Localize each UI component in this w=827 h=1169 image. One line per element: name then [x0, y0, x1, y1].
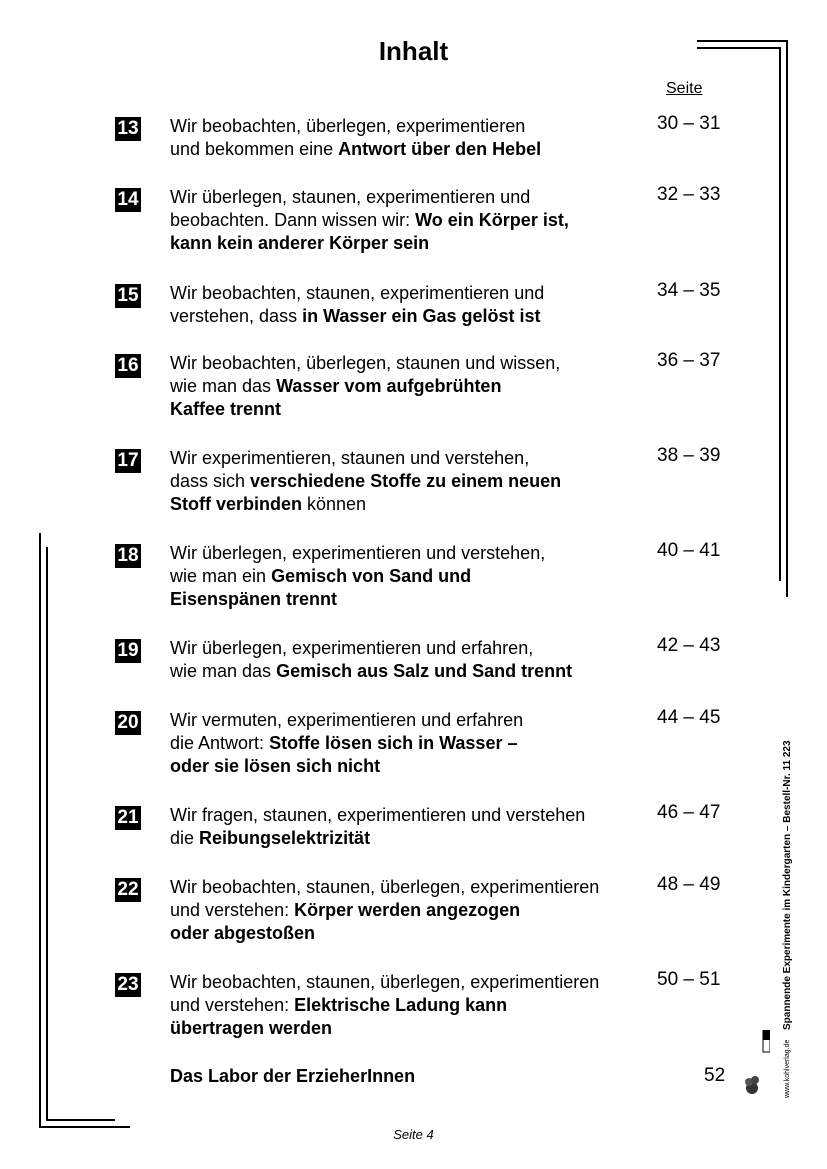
toc-entry-text — [170, 447, 650, 516]
toc-entry-bold-text: oder abgestoßen — [170, 923, 316, 943]
toc-entry-bold-text: Wo ein Körper ist, — [415, 210, 569, 230]
toc-entry-line — [170, 493, 650, 516]
toc-entry-bold-text: übertragen werden — [170, 1018, 333, 1038]
toc-entry-plain-text: die Antwort: — [170, 733, 270, 753]
toc-entry-line — [170, 282, 650, 305]
toc-entry-bold-text: Stoff verbinden — [170, 494, 303, 514]
toc-entry-bold-text: Elektrische Ladung kann — [294, 995, 508, 1015]
toc-entry-plain-text: Wir beobachten, überlegen, staunen und wissen, — [170, 353, 561, 373]
page-title: Inhalt — [378, 36, 449, 66]
toc-entry-bold-text: Eisenspänen trennt — [170, 589, 338, 609]
frame-top-right-outer-v — [786, 40, 788, 597]
toc-entry-pages: 32 – 33 — [657, 184, 721, 205]
toc-entry-plain-text: verstehen, dass — [170, 306, 303, 326]
toc-entry-plain-text: Wir beobachten, überlegen, experimentieren — [170, 116, 526, 136]
toc-entry-line — [170, 899, 650, 922]
toc-entry-plain-text: wie man das — [170, 376, 277, 396]
toc-entry-plain-text: Wir überlegen, experimentieren und erfahren, — [170, 638, 534, 658]
toc-entry-plain-text: wie man ein — [170, 566, 272, 586]
toc-entry-plain-text: Wir vermuten, experimentieren und erfahren — [170, 710, 524, 730]
toc-entry-line — [170, 138, 650, 161]
toc-entry-line — [170, 232, 650, 255]
toc-entry-text — [170, 542, 650, 611]
toc-entry-bold-text: Gemisch von Sand und — [271, 566, 472, 586]
toc-entry-number: 16 — [115, 354, 141, 378]
toc-entry-plain-text: können — [302, 494, 367, 514]
toc-entry-line — [170, 804, 650, 827]
toc-entry-line — [170, 827, 650, 850]
toc-entry-plain-text: Wir fragen, staunen, experimentieren und verstehen — [170, 805, 586, 825]
toc-entry-bold-text: Wasser vom aufgebrühten — [276, 376, 502, 396]
toc-entry-line — [170, 209, 650, 232]
toc-entry-plain-text: die — [170, 828, 200, 848]
toc-entry-bold-text: Stoffe lösen sich in Wasser – — [269, 733, 518, 753]
toc-entry-plain-text: beobachten. Dann wissen wir: — [170, 210, 416, 230]
publisher-url: www.kohlverlag.de — [784, 1039, 791, 1098]
toc-entry-number: 14 — [115, 188, 141, 212]
toc-entry-pages: 46 – 47 — [657, 802, 721, 823]
toc-entry-pages: 34 – 35 — [657, 280, 721, 301]
toc-entry-line — [170, 660, 650, 683]
frame-bottom-left-inner-h — [46, 1119, 115, 1121]
publisher-side-text: Spannende Experimente im Kindergarten – Bestell-Nr. 11 223 — [782, 740, 793, 1030]
toc-entry-bold-text: oder sie lösen sich nicht — [170, 756, 381, 776]
toc-entry-pages: 52 — [704, 1065, 726, 1086]
toc-entry-line — [170, 971, 650, 994]
toc-entry-text — [170, 709, 650, 778]
toc-entry-line — [170, 398, 650, 421]
toc-entry-text: Das Labor der ErzieherInnen — [170, 1066, 416, 1086]
toc-entry-pages: 40 – 41 — [657, 540, 721, 561]
toc-entry-number: 13 — [115, 117, 141, 141]
toc-entry-bold-text: Reibungselektrizität — [199, 828, 371, 848]
toc-entry-plain-text: wie man das — [170, 661, 277, 681]
toc-entry-plain-text: und verstehen: — [170, 900, 295, 920]
toc-entry-number: 17 — [115, 449, 141, 473]
toc-entry-line — [170, 565, 650, 588]
toc-entry-line — [170, 709, 650, 732]
toc-entry-number: 15 — [115, 284, 141, 308]
toc-entry-pages: 30 – 31 — [657, 113, 721, 134]
toc-entry-plain-text: Wir beobachten, staunen, überlegen, experimentieren — [170, 877, 600, 897]
toc-entry-pages: 50 – 51 — [657, 969, 721, 990]
toc-entry-text — [170, 637, 650, 683]
toc-entry-line — [170, 305, 650, 328]
toc-entry-plain-text: Wir experimentieren, staunen und verstehen, — [170, 448, 530, 468]
toc-entry-number: 21 — [115, 806, 141, 830]
toc-entry-plain-text: Wir überlegen, staunen, experimentieren und — [170, 187, 531, 207]
toc-entry-line — [170, 1017, 650, 1040]
frame-top-right-inner-v — [779, 47, 781, 581]
toc-entry-line — [170, 588, 650, 611]
frame-bottom-left-outer-v — [39, 533, 41, 1128]
toc-entry-line — [170, 542, 650, 565]
toc-entry-text — [170, 115, 650, 161]
toc-entry-text — [170, 352, 650, 421]
toc-entry-text — [170, 804, 650, 850]
page-column-header: Seite — [666, 80, 703, 97]
toc-entry-bold-text: Kaffee trennt — [170, 399, 282, 419]
toc-entry-text — [170, 186, 650, 255]
toc-entry-plain-text: Wir beobachten, staunen, überlegen, experimentieren — [170, 972, 600, 992]
toc-entry-number: 19 — [115, 639, 141, 663]
frame-bottom-left-inner-v — [46, 547, 48, 1121]
toc-entry-line — [170, 994, 650, 1017]
toc-entry-number: 22 — [115, 878, 141, 902]
toc-entry-pages: 36 – 37 — [657, 350, 721, 371]
toc-entry-number: 20 — [115, 711, 141, 735]
toc-entry-pages: 42 – 43 — [657, 635, 721, 656]
toc-entry-plain-text: Wir beobachten, staunen, experimentieren und — [170, 283, 545, 303]
toc-entry-plain-text: Wir überlegen, experimentieren und verstehen, — [170, 543, 546, 563]
toc-entry-line — [170, 922, 650, 945]
toc-entry-bold-text: verschiedene Stoffe zu einem neuen — [250, 471, 562, 491]
toc-entry-line — [170, 637, 650, 660]
toc-entry-line — [170, 447, 650, 470]
toc-entry-bold-text: Antwort über den Hebel — [338, 139, 542, 159]
toc-entry-number: 18 — [115, 544, 141, 568]
toc-entry-line — [170, 186, 650, 209]
toc-entry-plain-text: dass sich — [170, 471, 251, 491]
toc-entry-line — [170, 115, 650, 138]
toc-entry-pages: 38 – 39 — [657, 445, 721, 466]
toc-entry-line — [170, 470, 650, 493]
toc-entry-text — [170, 971, 650, 1040]
toc-entry-bold-text: Körper werden angezogen — [294, 900, 521, 920]
publisher-logo — [744, 1030, 770, 1100]
toc-entry-line — [170, 876, 650, 899]
toc-entry-line — [170, 352, 650, 375]
toc-entry-line — [170, 732, 650, 755]
toc-entry-bold-text: kann kein anderer Körper sein — [170, 233, 430, 253]
toc-entry-text — [170, 876, 650, 945]
page-footer: Seite 4 — [393, 1127, 434, 1142]
toc-entry-line — [170, 755, 650, 778]
toc-entry-pages: 48 – 49 — [657, 874, 721, 895]
toc-entry-bold-text: in Wasser ein Gas gelöst ist — [302, 306, 541, 326]
toc-entry-line — [170, 375, 650, 398]
toc-entry-plain-text: und verstehen: — [170, 995, 295, 1015]
toc-entry-bold-text: Gemisch aus Salz und Sand trennt — [276, 661, 573, 681]
toc-entry-number: 23 — [115, 973, 141, 997]
toc-entry-pages: 44 – 45 — [657, 707, 721, 728]
toc-entry-plain-text: und bekommen eine — [170, 139, 339, 159]
toc-entry-text — [170, 282, 650, 328]
